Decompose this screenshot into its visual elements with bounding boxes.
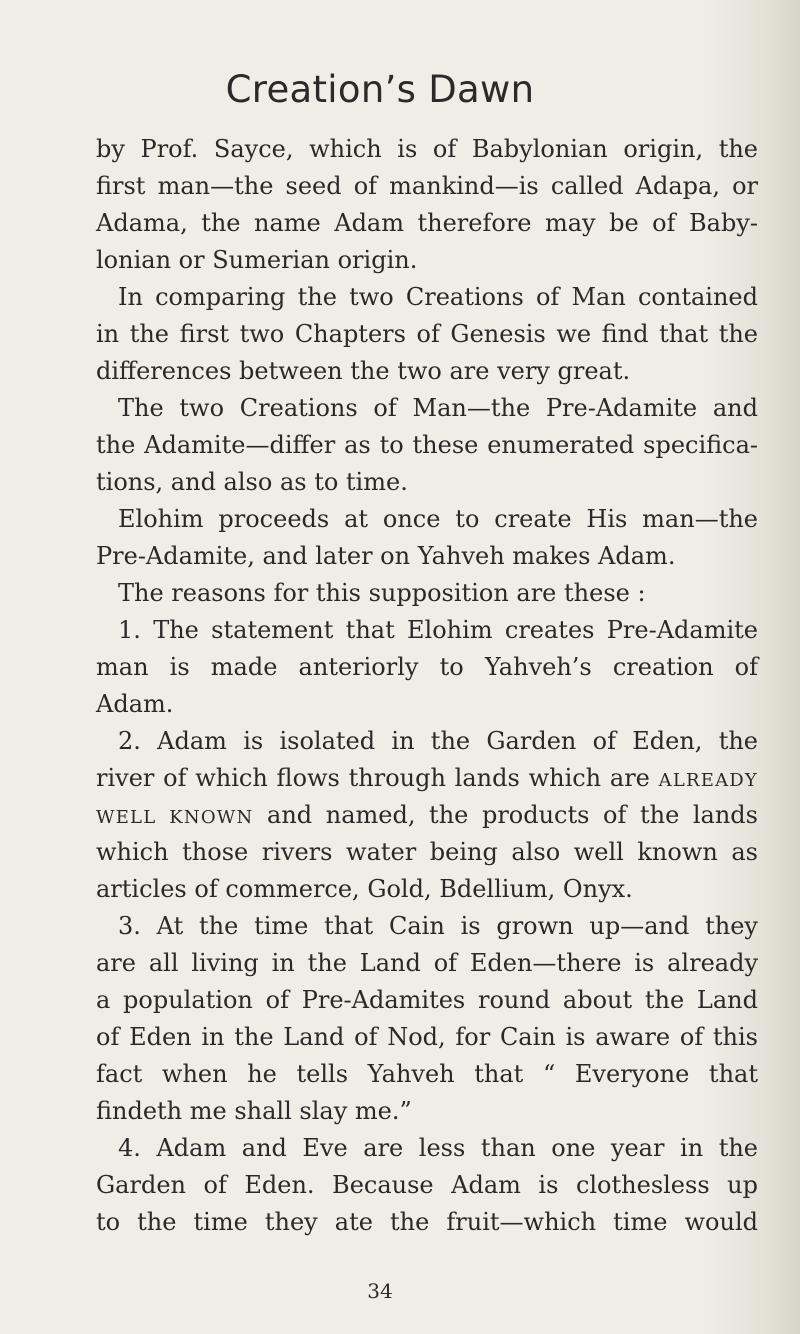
text-line: in the first two Chapters of Genesis we find that the [96,320,758,348]
page-number: 34 [367,1279,393,1303]
text-line: of Eden in the Land of Nod, for Cain is aware of this [96,1023,758,1051]
text-line: first man—the seed of mankind—is called Adapa, or [96,172,758,200]
small-caps-text: ALREADY [658,770,758,791]
text-line: by Prof. Sayce, which is of Babylonian origin, the [96,135,758,163]
text-line: tions, and also as to time. [96,468,408,496]
text-line: The two Creations of Man—the Pre-Adamite and [118,394,758,422]
text-line: fact when he tells Yahveh that “ Everyone that [96,1060,758,1088]
text-line: 2. Adam is isolated in the Garden of Eden, the [118,727,758,755]
running-head-title: Creation’s Dawn [225,68,535,111]
text-line: a population of Pre-Adamites round about the Land [96,986,758,1014]
small-caps-text: WELL KNOWN [96,807,254,828]
text-line: 4. Adam and Eve are less than one year in the [118,1134,758,1162]
text-line: Garden of Eden. Because Adam is clothesless up [96,1171,758,1199]
text-line: which those rivers water being also well known as [96,838,758,866]
text-line: 1. The statement that Elohim creates Pre-Adamite [118,616,758,644]
text-line: the Adamite—differ as to these enumerated specifica- [96,431,758,459]
text-line [96,797,758,833]
text-line: man is made anteriorly to Yahveh’s creation of [96,653,758,681]
text-line: Elohim proceeds at once to create His man—the [118,505,758,533]
text-line: 3. At the time that Cain is grown up—and they [118,912,758,940]
text-run: river of which flows through lands which are [96,764,659,792]
text-line: differences between the two are very great. [96,357,631,385]
text-run: and named, the products of the lands [253,801,758,829]
text-line: Pre-Adamite, and later on Yahveh makes Adam. [96,542,676,570]
text-line: to the time they ate the fruit—which time would [96,1208,758,1236]
text-line: are all living in the Land of Eden—there is already [96,949,758,977]
text-line: Adam. [96,690,174,718]
text-line [96,760,758,796]
text-line: The reasons for this supposition are these : [118,579,646,607]
text-line: lonian or Sumerian origin. [96,246,418,274]
text-line: findeth me shall slay me.” [96,1097,412,1125]
text-line: articles of commerce, Gold, Bdellium, Onyx. [96,875,633,903]
text-line: In comparing the two Creations of Man contained [118,283,758,311]
text-line: Adama, the name Adam therefore may be of Baby- [96,209,758,237]
